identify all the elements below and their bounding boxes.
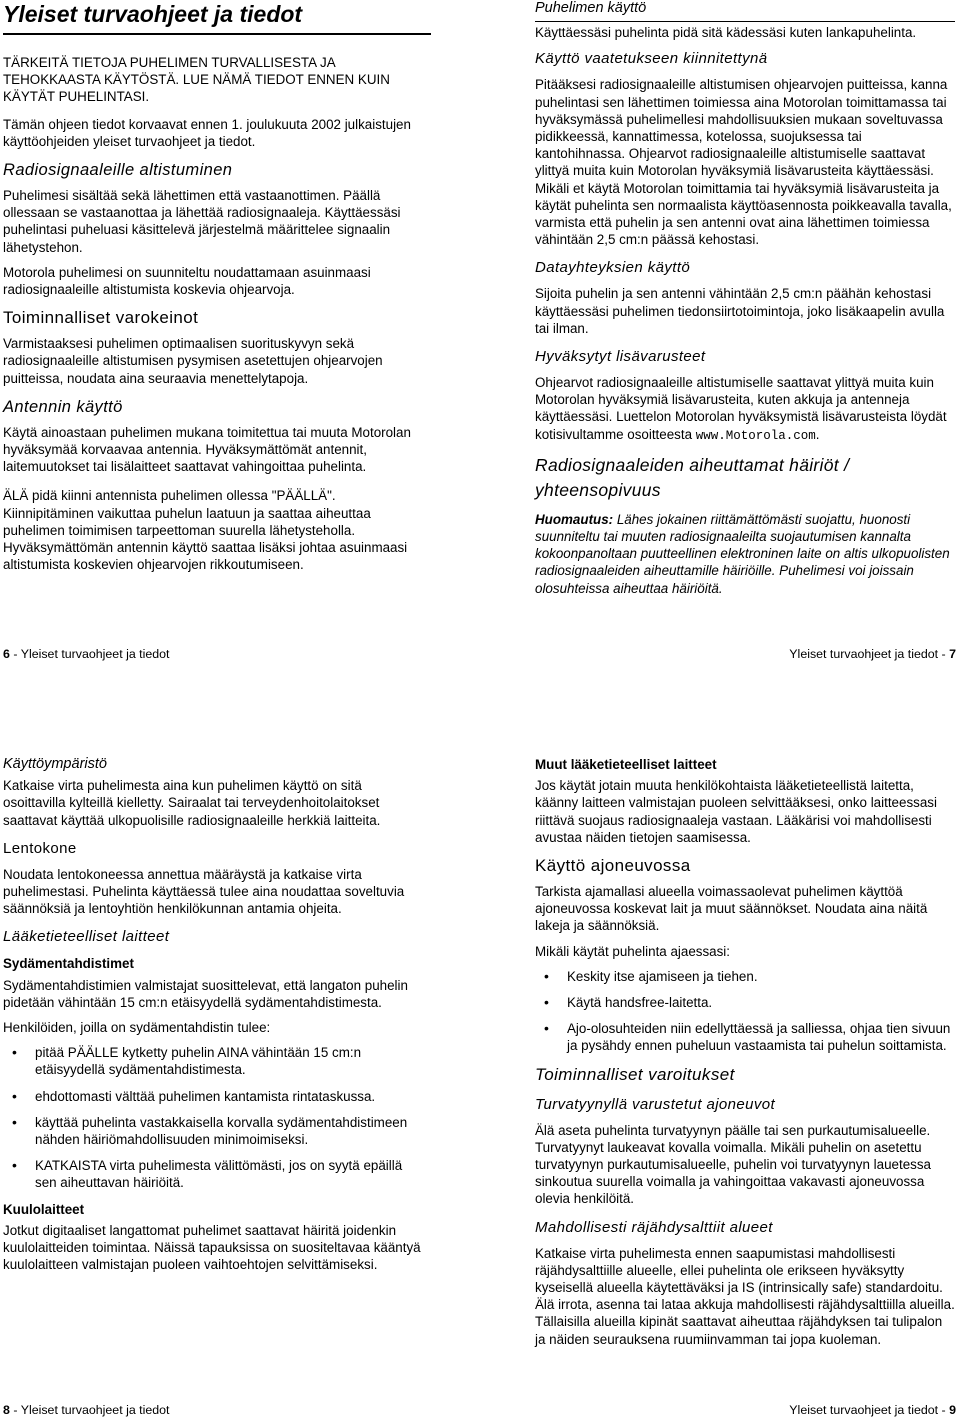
motorola-url-link[interactable]: www.Motorola.com [695,428,816,443]
intro-paragraph: Tämän ohjeen tiedot korvaavat ennen 1. joulukuuta 2002 julkaistujen käyttöohjeiden yleiset turvaohjeet ja tiedot. [3,116,411,149]
hearing-aids-paragraph: Jotkut digitaaliset langattomat puhelimet saattavat häiritä joidenkin kuulolaitteiden toimintaa. Näissä tapauksissa on suositeltavaa kääntyä kuulolaitteen valmistajan puoleen vaihtoehtojen selvittämiseksi. [3,1222,421,1273]
body-worn-heading: Käyttö vaatetukseen kiinnitettynä [535,50,768,68]
rf-paragraph-2: Motorola puhelimesi on suunniteltu noudattamaan asuinmaasi radiosignaaleille altistumista koskevia ohjearvoja. [3,264,371,298]
medical-devices-heading: Lääketieteelliset laitteet [3,928,170,946]
page-number: 8 [3,1403,10,1417]
driving-list [535,968,955,1055]
note-label: Huomautus: [535,511,614,527]
operational-warnings-heading: Toiminnalliset varoitukset [535,1064,735,1084]
emi-heading: Radiosignaaleiden aiheuttamat häiriöt / yhteensopivuus [535,454,850,500]
page-number: 6 [3,647,10,661]
footer-label: Yleiset turvaohjeet ja tiedot - [789,647,950,661]
page-9-column [535,756,955,1356]
other-medical-paragraph: Jos käytät jotain muuta henkilökohtaista lääketieteellistä laitetta, käänny laitteen valmistajan puoleen selvittääksesi, onko laitteessasi riittävä suojaus radiosignaaleja vastaan. Lääkärisi voi mahdollisesti avustaa näiden tietojen saamisessa. [535,778,937,845]
environment-heading: Käyttöympäristö [3,756,107,772]
footer-page-7 [789,647,956,661]
list-item: • KATKAISTA virta puhelimesta välittömästi, jos on syytä epäillä sen aiheuttavan häiriöitä. [3,1157,423,1191]
approved-accessories-heading: Hyväksytyt lisävarusteet [535,348,706,366]
list-item: • Keskity itse ajamiseen ja tiehen. [535,968,955,985]
footer-page-8 [3,1403,169,1417]
accessories-end: . [815,426,820,442]
vehicle-paragraph-1: Tarkista ajamallasi alueella voimassaolevat puhelimen käyttöä ajoneuvossa koskevat lait ja muut säännökset. Noudata aina näitä lakeja ja säännöksiä. [535,884,928,934]
list-item: • Ajo-olosuhteiden niin edellyttäessä ja salliessa, ohjaa tien sivuun ja pysähdy ennen puheluun vastaamista tai puhelun soittamista. [535,1020,955,1054]
phone-use-paragraph: Käyttäessäsi puhelinta pidä sitä kädessäsi kuten lankapuhelinta. [535,25,917,41]
aircraft-heading: Lentokone [3,839,77,857]
airbag-heading: Turvatyynyllä varustetut ajoneuvot [535,1095,776,1113]
hearing-aids-heading: Kuulolaitteet [3,1201,85,1217]
antenna-heading: Antennin käyttö [3,397,123,416]
phone-use-heading: Puhelimen käyttö [535,0,647,16]
footer-label: - Yleiset turvaohjeet ja tiedot [9,647,170,661]
environment-paragraph: Katkaise virta puhelimesta aina kun puhelimen käyttö on sitä osoittavilla kylteillä kielletty. Sairaalat tai terveydenhoitolaitokset saattavat käyttää ulkopuolisille radiosignaaleille herkkiä laitteita. [3,778,381,828]
footer-page-9 [789,1403,956,1417]
list-item: • pitää PÄÄLLE kytketty puhelin AINA vähintään 15 cm:n etäisyydellä sydämentahdistimesta. [3,1044,423,1078]
explosive-areas-paragraph: Katkaise virta puhelimesta ennen saapumistasi mahdollisesti räjähdysalttiille alueelle, ellei puhelinta ole erikseen hyväksytty kyseisellä alueella käytettäväksi ja IS (intrinsically safe) standardoitu. Älä irrota, asenna tai lataa akkuja mahdollisesti räjähdysalttiilla alueilla. Tällaisilla alueilla kipinät saattavat aiheuttaa räjähdyksen tai tulipalon ja näiden seurauksena ruumiinvamman tai jopa kuoleman. [535,1245,955,1347]
page-6-column [3,0,423,581]
data-operation-paragraph: Sijoita puhelin ja sen antenni vähintään 2,5 cm:n päähän kehostasi käyttäessäsi puhelimen tiedonsiirtotoimintoja, joko lisäkaapelin avulla tai ilman. [535,286,945,336]
pacemakers-paragraph: Sydämentahdistimien valmistajat suosittelevat, että langaton puhelin pidetään vähintään 15 cm:n etäisyydellä sydämentahdistimesta. [3,977,408,1010]
list-item: • Käytä handsfree-laitetta. [535,994,955,1011]
antenna-paragraph-2: ÄLÄ pidä kiinni antennista puhelimen ollessa "PÄÄLLÄ". Kiinnipitäminen vaikuttaa puhelun laatuun ja saattaa aiheuttaa puhelimen toimimisen tarpeettoman suurella lähetysteholla. Hyväksymättömän antennin käyttö saattaa lisäksi johtaa asuinmaasi altistumista koskevien ohjearvojen rikkoutumiseen. [3,488,408,573]
operational-precautions-heading: Toiminnalliset varokeinot [3,308,199,328]
emi-note [535,511,955,597]
antenna-paragraph-1: Käytä ainoastaan puhelimen mukana toimitettua tai muuta Motorolan hyväksymää korvaavaa antennia. Hyväksymättömät antennit, laitemuutokset tai lisälaitteet saattavat vahingoittaa puhelinta. [3,424,411,475]
page-8-column [3,756,423,1281]
heading-rule [535,21,955,22]
other-medical-heading: Muut lääketieteelliset laitteet [535,757,717,772]
accessories-text: Ohjearvot radiosignaaleille altistumiselle saattavat ylittyä muita kuin Motorolan hyväksymiä lisävarusteita, kuten akkuja ja antenneja käyttäessäsi. Luettelon Motorolan hyväksymistä lisävarusteista löydät kotisivultamme osoitteesta [535,375,947,442]
data-operation-heading: Datayhteyksien käyttö [535,259,691,277]
list-item: • käyttää puhelinta vastakkaisella korvalla sydämentahdistimeen nähden häiriömahdollisuuden minimoimiseksi. [3,1114,423,1148]
approved-accessories-paragraph [535,374,955,445]
pacemaker-list [3,1044,423,1191]
footer-label: - Yleiset turvaohjeet ja tiedot [9,1403,170,1417]
note-text: Lähes jokainen riittämättömästi suojattu, huonosti suunniteltu tai muuten radiosignaaleilta suojautumisen kannalta kokoonpanoltaan puutteellinen elektroninen laite on altis ulkopuolisten radiosignaaleiden aiheuttamille häiriöille. Puhelimesi voi joissain olosuhteissa aiheuttaa häiriöitä. [535,511,950,596]
vehicle-paragraph-2: Mikäli käytät puhelinta ajaessasi: [535,943,731,959]
important-notice: TÄRKEITÄ TIETOJA PUHELIMEN TURVALLISESTA JA TEHOKKAASTA KÄYTÖSTÄ. LUE NÄMÄ TIEDOT ENNEN KUIN KÄYTÄT PUHELINTASI. [3,55,390,105]
page-title: Yleiset turvaohjeet ja tiedot [3,1,303,27]
footer-label: Yleiset turvaohjeet ja tiedot - [789,1403,950,1417]
pacemakers-heading: Sydämentahdistimet [3,956,134,972]
explosive-areas-heading: Mahdollisesti räjähdysalttiit alueet [535,1218,773,1236]
aircraft-paragraph: Noudata lentokoneessa annettua määräystä ja katkaise virta puhelimestasi. Puhelinta käyttäessä tulee aina noudattaa soveltuvia säännöksiä ja lentoyhtiön henkilökunnan antamia ohjeita. [3,866,405,917]
operational-paragraph: Varmistaaksesi puhelimen optimaalisen suorituskyvyn sekä radiosignaaleille altistumisen pysymisen asetettujen ohjearvojen puitteissa, noudata aina seuraavia menettelytapoja. [3,336,383,386]
vehicle-use-heading: Käyttö ajoneuvossa [535,856,691,876]
title-rule [3,33,431,35]
page-number: 9 [949,1403,956,1417]
rf-paragraph-1: Puhelimesi sisältää sekä lähettimen että vastaanottimen. Päällä ollessaan se vastaanottaa ja lähettää radiosignaaleja. Käyttäessäsi puhelintasi puheluasi käsittelevä järjestelmä määrittelee signaalin lähetystehon. [3,188,401,255]
page-7-column [535,0,955,605]
airbag-paragraph: Älä aseta puhelinta turvatyynyn päälle tai sen purkautumisalueelle. Turvatyynyt laukeavat kovalla voimalla. Mikäli puhelin on asetettu turvatyynyn purkautumisalueelle, puhelin voi turvatyynyn lauetessa sinkoutua suurella voimalla ja vahingoittaa vakavasti ajoneuvossa olevia henkilöitä. [535,1122,931,1207]
rf-exposure-heading: Radiosignaaleille altistuminen [3,161,233,180]
body-worn-paragraph: Pitääksesi radiosignaaleille altistumisen ohjearvojen puitteissa, kanna puhelintasi sen lähettimen toimiessa aina Motorolan toimittamassa tai hyväksymässä puhelimellesi mahdollisuuksien mukaan soveltuvassa pidikkeessä, kannattimessa, kotelossa, suojuksessa tai kantohihnassa. Ohjearvot radiosignaaleille altistumiselle saattavat ylittyä muita kuin Motorolan hyväksymiä lisävarusteita käyttäessäsi. Mikäli et käytä Motorolan toimittamia tai hyväksymiä lisävarusteita ja käytät puhelinta sen normaalista käyttöasennosta poikkeavalla tavalla, varmista että puhelin ja sen antenni ovat aina lähettimen toimiessa vähintään 2,5 cm:n päässä kehostasi. [535,77,952,248]
pacemakers-intro: Henkilöiden, joilla on sydämentahdistin tulee: [3,1020,271,1036]
page-number: 7 [949,647,956,661]
footer-page-6 [3,647,169,661]
list-item: • ehdottomasti välttää puhelimen kantamista rintataskussa. [3,1088,423,1105]
